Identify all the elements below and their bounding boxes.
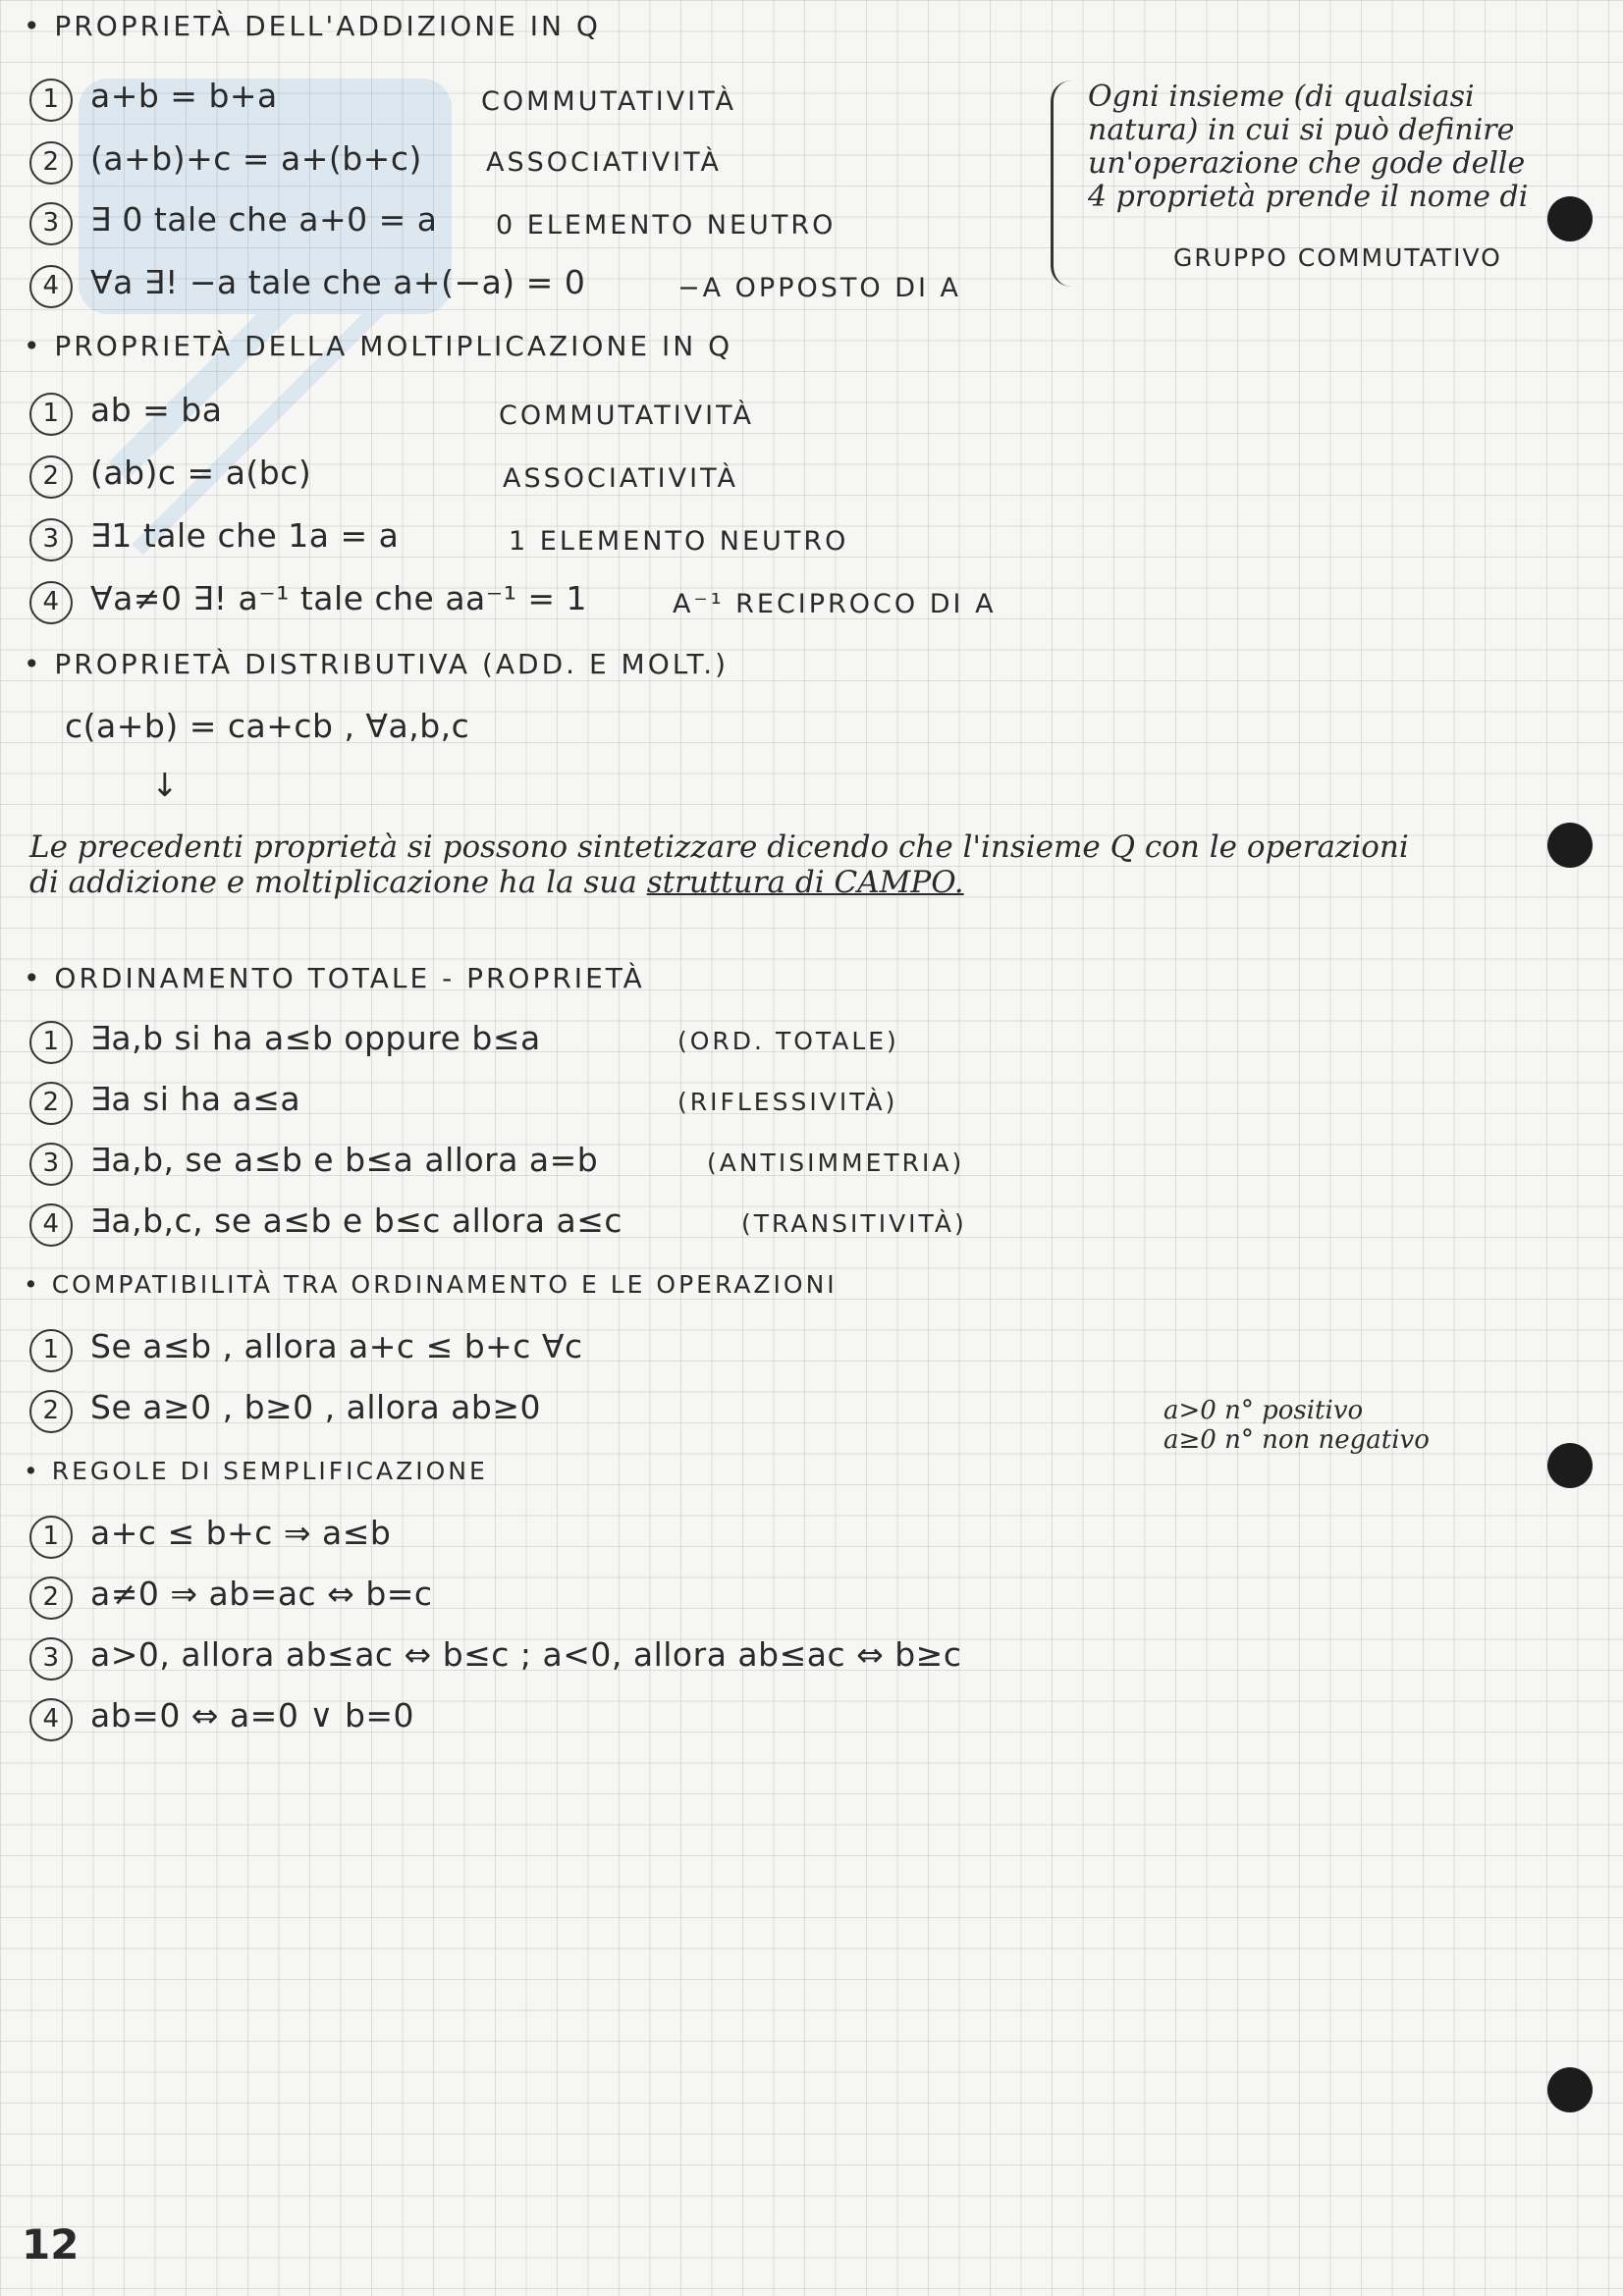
item-number: 2: [29, 1082, 73, 1125]
property-label: ASSOCIATIVITÀ: [503, 463, 738, 494]
multiplication-item-3: [29, 516, 399, 561]
property-label: (RIFLESSIVITÀ): [677, 1088, 898, 1116]
item-number: 1: [29, 79, 73, 122]
item-number: 3: [29, 202, 73, 245]
binder-hole: [1547, 2067, 1593, 2112]
section-header-simplification: • REGOLE DI SEMPLIFICAZIONE: [24, 1457, 488, 1485]
item-number: 1: [29, 1329, 73, 1372]
addition-item-1: [29, 77, 278, 122]
property-label: −A OPPOSTO DI A: [677, 273, 962, 303]
summary-line-2: [29, 866, 964, 899]
simplification-item-3: [29, 1635, 961, 1681]
ordering-item-3: [29, 1141, 598, 1186]
property-label: COMMUTATIVITÀ: [481, 86, 736, 117]
formula: ∃1 tale che 1a = a: [90, 516, 400, 555]
addition-item-4: [29, 263, 585, 308]
multiplication-item-1: [29, 391, 222, 436]
ordering-item-2: [29, 1080, 300, 1125]
summary-line-1: Le precedenti proprietà si possono sintetizzare dicendo che l'insieme Q con le operazioni: [29, 829, 1409, 865]
compat-item-1: [29, 1327, 583, 1372]
formula: ∀a≠0 ∃! a⁻¹ tale che aa⁻¹ = 1: [90, 579, 588, 617]
formula: a+c ≤ b+c ⇒ a≤b: [90, 1514, 392, 1552]
formula: a≠0 ⇒ ab=ac ⇔ b=c: [90, 1575, 433, 1613]
simplification-item-2: [29, 1575, 433, 1620]
formula: (a+b)+c = a+(b+c): [90, 139, 422, 178]
ordering-item-1: [29, 1019, 541, 1064]
property-label: A⁻¹ RECIPROCO DI A: [673, 589, 997, 619]
formula: ab = ba: [90, 391, 223, 429]
item-number: 2: [29, 455, 73, 499]
section-header-compatibility: • COMPATIBILITÀ TRA ORDINAMENTO E LE OPERAZIONI: [24, 1270, 838, 1299]
item-number: 4: [29, 1698, 73, 1741]
property-label: (ORD. TOTALE): [677, 1027, 899, 1055]
simplification-item-4: [29, 1696, 414, 1741]
down-arrow-icon: ↓: [151, 766, 180, 804]
multiplication-item-2: [29, 454, 311, 499]
formula: ∃a,b, se a≤b e b≤a allora a=b: [90, 1141, 599, 1179]
summary-text: di addizione e moltiplicazione ha la sua: [29, 865, 637, 900]
item-number: 3: [29, 518, 73, 561]
item-number: 1: [29, 393, 73, 436]
formula: Se a≤b , allora a+c ≤ b+c ∀c: [90, 1327, 583, 1365]
formula: Se a≥0 , b≥0 , allora ab≥0: [90, 1388, 541, 1426]
addition-item-3: [29, 200, 438, 245]
section-header-ordering: • ORDINAMENTO TOTALE - PROPRIETÀ: [24, 962, 645, 994]
sign-note-line: a>0 n° positivo: [1163, 1396, 1364, 1425]
curly-brace: [1051, 80, 1071, 287]
multiplication-item-4: [29, 579, 587, 624]
formula: ∃a,b,c, se a≤b e b≤c allora a≤c: [90, 1201, 622, 1240]
sign-note-line: a≥0 n° non negativo: [1163, 1425, 1430, 1455]
formula: ∃a,b si ha a≤b oppure b≤a: [90, 1019, 541, 1057]
formula: ∃a si ha a≤a: [90, 1080, 301, 1118]
side-note-line: natura) in cui si può definire: [1088, 113, 1515, 147]
addition-item-2: [29, 139, 422, 185]
item-number: 4: [29, 1203, 73, 1247]
item-number: 1: [29, 1021, 73, 1064]
property-label: (ANTISIMMETRIA): [707, 1148, 965, 1177]
item-number: 2: [29, 1390, 73, 1433]
section-header-addition: • PROPRIETÀ DELL'ADDIZIONE IN Q: [24, 10, 601, 42]
item-number: 4: [29, 265, 73, 308]
formula: ∀a ∃! −a tale che a+(−a) = 0: [90, 263, 586, 301]
page-number: 12: [22, 2220, 80, 2269]
section-header-multiplication: • PROPRIETÀ DELLA MOLTIPLICAZIONE IN Q: [24, 330, 733, 362]
property-label: COMMUTATIVITÀ: [499, 400, 754, 431]
formula: a+b = b+a: [90, 77, 278, 115]
side-note-title: GRUPPO COMMUTATIVO: [1173, 243, 1502, 272]
formula: a>0, allora ab≤ac ⇔ b≤c ; a<0, allora ab≤ac ⇔ b≥c: [90, 1635, 962, 1674]
property-label: 0 ELEMENTO NEUTRO: [496, 210, 837, 240]
item-number: 3: [29, 1637, 73, 1681]
formula: ab=0 ⇔ a=0 ∨ b=0: [90, 1696, 415, 1735]
property-label: 1 ELEMENTO NEUTRO: [509, 526, 849, 557]
item-number: 2: [29, 141, 73, 185]
binder-hole: [1547, 196, 1593, 241]
sign-note: [1163, 1396, 1430, 1455]
side-note-line: Ogni insieme (di qualsiasi: [1088, 80, 1475, 114]
binder-hole: [1547, 1443, 1593, 1488]
section-header-distributive: • PROPRIETÀ DISTRIBUTIVA (ADD. E MOLT.): [24, 648, 730, 680]
property-label: ASSOCIATIVITÀ: [486, 147, 722, 178]
formula: ∃ 0 tale che a+0 = a: [90, 200, 438, 239]
item-number: 2: [29, 1576, 73, 1620]
binder-hole: [1547, 823, 1593, 868]
distributive-formula: c(a+b) = ca+cb , ∀a,b,c: [65, 707, 470, 745]
formula: (ab)c = a(bc): [90, 454, 312, 492]
side-note-line: 4 proprietà prende il nome di: [1088, 180, 1529, 214]
property-label: (TRANSITIVITÀ): [741, 1209, 967, 1238]
summary-emphasis: struttura di CAMPO.: [646, 865, 964, 900]
compat-item-2: [29, 1388, 541, 1433]
side-note-group: [1088, 80, 1528, 214]
item-number: 4: [29, 581, 73, 624]
item-number: 3: [29, 1143, 73, 1186]
item-number: 1: [29, 1516, 73, 1559]
simplification-item-1: [29, 1514, 391, 1559]
ordering-item-4: [29, 1201, 622, 1247]
side-note-line: un'operazione che gode delle: [1088, 146, 1526, 181]
